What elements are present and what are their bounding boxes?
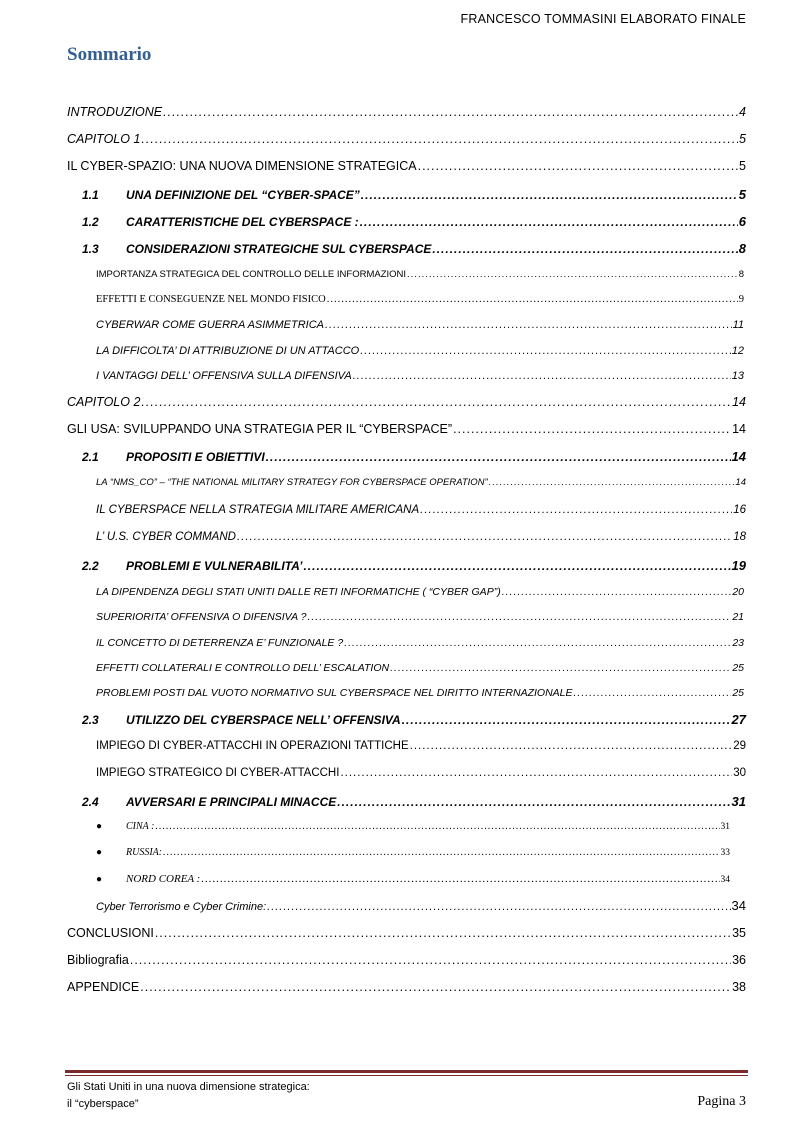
section-number: 2.2 (82, 559, 99, 573)
dot-leader (344, 637, 731, 649)
toc-entry-page: 6 (738, 214, 746, 229)
toc-entry-cina[interactable] (96, 821, 730, 832)
toc-entry-page: 38 (732, 980, 746, 994)
toc-entry-label: LA DIPENDENZA DEGLI STATI UNITI DALLE RETI INFORMATICHE ( “CYBER GAP”) (96, 586, 501, 598)
toc-entry-2-2[interactable] (82, 558, 746, 573)
dot-leader (140, 980, 731, 994)
footer-document-title (67, 1079, 310, 1113)
dot-leader (337, 795, 730, 809)
toc-entry-page: 16 (733, 504, 746, 516)
toc-entry-page: 27 (731, 712, 746, 727)
dot-leader (266, 450, 731, 464)
dot-leader (453, 422, 731, 436)
toc-entry-conclusioni[interactable] (67, 926, 746, 940)
toc-entry-page: 34 (731, 898, 746, 913)
dot-leader (360, 215, 738, 229)
toc-entry-page: 30 (733, 767, 746, 779)
toc-entry-label: CYBERWAR COME GUERRA ASIMMETRICA (96, 319, 324, 331)
toc-entry-1-1[interactable] (82, 187, 746, 202)
dot-leader (407, 269, 738, 280)
toc-entry-difficolta[interactable] (96, 345, 744, 357)
dot-leader (141, 395, 731, 409)
toc-entry-impiego-strategico[interactable] (96, 767, 746, 779)
dot-leader (402, 713, 731, 727)
dot-leader (155, 926, 731, 940)
section-number: 1.2 (82, 215, 99, 229)
toc-entry-label: CARATTERISTICHE DEL CYBERSPACE : (126, 215, 359, 229)
toc-entry-label: AVVERSARI E PRINCIPALI MINACCE (126, 795, 337, 809)
toc-entry-page: 14 (732, 395, 746, 409)
dot-leader (432, 242, 737, 256)
toc-entry-page: 25 (732, 662, 744, 674)
toc-entry-vuoto-normativo[interactable] (96, 687, 744, 699)
dot-leader (307, 611, 731, 623)
toc-entry-page: 14 (732, 422, 746, 436)
toc-entry-label: RUSSIA: (126, 847, 163, 858)
toc-entry-page: 34 (720, 875, 730, 885)
toc-entry-page: 8 (738, 241, 746, 256)
toc-entry-page: 12 (731, 345, 744, 357)
toc-entry-label: IMPORTANZA STRATEGICA DEL CONTROLLO DELLE INFORMAZIONI (96, 269, 407, 280)
dot-leader (502, 586, 732, 598)
toc-entry-deterrenza[interactable] (96, 637, 744, 649)
toc-entry-page: 23 (732, 637, 744, 649)
page-title: Sommario (67, 44, 152, 65)
dot-leader (130, 953, 731, 967)
section-number: 2.4 (82, 795, 99, 809)
toc-entry-label: IMPIEGO DI CYBER-ATTACCHI IN OPERAZIONI TATTICHE (96, 740, 409, 752)
toc-entry-page: 13 (731, 370, 744, 382)
dot-leader (360, 345, 731, 357)
dot-leader (361, 188, 738, 202)
toc-entry-label: GLI USA: SVILUPPANDO UNA STRATEGIA PER IL “CYBERSPACE” (67, 422, 453, 436)
toc-entry-1-2[interactable] (82, 214, 746, 229)
dot-leader (410, 740, 733, 752)
toc-entry-label: SUPERIORITA’ OFFENSIVA O DIFENSIVA ? (96, 611, 307, 623)
toc-entry-label: UNA DEFINIZIONE DEL “CYBER-SPACE” (126, 188, 360, 202)
footer-rule-thin (65, 1075, 748, 1076)
dot-leader (303, 559, 730, 573)
toc-entry-capitolo-2[interactable] (67, 395, 746, 409)
toc-entry-label: LA DIFFICOLTA’ DI ATTRIBUZIONE DI UN ATTACCO (96, 345, 360, 357)
toc-entry-introduzione[interactable] (67, 105, 746, 119)
toc-entry-label: I VANTAGGI DELL’ OFFENSIVA SULLA DIFENSIVA (96, 370, 352, 382)
dot-leader (340, 767, 732, 779)
toc-entry-page: 25 (732, 687, 744, 699)
toc-entry-appendice[interactable] (67, 980, 746, 994)
toc-entry-operazioni-tattiche[interactable] (96, 740, 746, 752)
toc-entry-label: CONCLUSIONI (67, 926, 154, 940)
toc-entry-cyberwar[interactable] (96, 319, 744, 331)
toc-entry-label: IMPIEGO STRATEGICO DI CYBER-ATTACCHI (96, 767, 340, 779)
toc-entry-gli-usa[interactable] (67, 422, 746, 436)
toc-entry-page: 21 (732, 611, 744, 623)
toc-entry-page: 31 (731, 794, 746, 809)
toc-entry-label: IL CONCETTO DI DETERRENZA E’ FUNZIONALE ? (96, 637, 344, 649)
dot-leader (163, 105, 738, 119)
toc-entry-page: 19 (731, 558, 746, 573)
toc-entry-page: 14 (735, 477, 746, 488)
toc-entry-capitolo-1[interactable] (67, 132, 746, 146)
dot-leader (418, 159, 738, 173)
toc-entry-page: 33 (720, 848, 730, 858)
dot-leader (201, 873, 719, 885)
toc-entry-label: UTILIZZO DEL CYBERSPACE NELL’ OFFENSIVA (126, 713, 401, 727)
section-number: 1.1 (82, 188, 99, 202)
dot-leader (267, 901, 730, 913)
dot-leader (390, 662, 731, 674)
toc-entry-page: 14 (731, 449, 746, 464)
toc-entry-label: PROPOSITI E OBIETTIVI (126, 450, 265, 464)
dot-leader (574, 687, 732, 699)
toc-entry-vantaggi[interactable] (96, 370, 744, 382)
toc-entry-label: INTRODUZIONE (67, 105, 163, 119)
toc-entry-label: PROBLEMI E VULNERABILITA’ (126, 559, 303, 573)
toc-entry-2-1[interactable] (82, 449, 746, 464)
toc-entry-cyber-terrorismo[interactable] (96, 898, 746, 913)
toc-entry-label: APPENDICE (67, 980, 140, 994)
toc-entry-importanza[interactable] (96, 269, 744, 280)
footer-rule (65, 1070, 748, 1073)
toc-entry-label: PROBLEMI POSTI DAL VUOTO NORMATIVO SUL CYBERSPACE NEL DIRITTO INTERNAZIONALE (96, 687, 573, 699)
dot-leader (327, 294, 738, 305)
toc-entry-page: 36 (732, 953, 746, 967)
bullet-icon: ● (96, 821, 103, 832)
dot-leader (141, 132, 738, 146)
toc-entry-label: CAPITOLO 1 (67, 132, 141, 146)
dot-leader (325, 319, 732, 331)
toc-entry-1-3[interactable] (82, 241, 746, 256)
toc-entry-superiorita[interactable] (96, 611, 744, 623)
running-header: FRANCESCO TOMMASINI ELABORATO FINALE (460, 12, 746, 26)
toc-entry-dipendenza[interactable] (96, 586, 744, 598)
section-number: 2.3 (82, 713, 99, 727)
toc-entry-page: 31 (720, 822, 730, 832)
toc-entry-escalation[interactable] (96, 662, 744, 674)
toc-entry-label: CAPITOLO 2 (67, 395, 141, 409)
footer-title-line-2: il “cyberspace” (67, 1098, 139, 1110)
toc-entry-page: 35 (732, 926, 746, 940)
toc-entry-label: LA “NMS_CO” – “THE NATIONAL MILITARY STRATEGY FOR CYBERSPACE OPERATION” (96, 477, 488, 488)
footer-page-number: Pagina 3 (697, 1094, 746, 1109)
toc-entry-bibliografia[interactable] (67, 953, 746, 967)
toc-entry-effetti[interactable] (96, 294, 744, 305)
toc-entry-label: CINA : (126, 821, 155, 832)
toc-entry-label: IL CYBER-SPAZIO: UNA NUOVA DIMENSIONE STRATEGICA (67, 159, 417, 173)
toc-entry-label: EFFETTI E CONSEGUENZE NEL MONDO FISICO (96, 294, 326, 305)
toc-entry-label: EFFETTI COLLATERALI E CONTROLLO DELL’ ESCALATION (96, 662, 390, 674)
bullet-icon: ● (96, 874, 103, 885)
bullet-icon: ● (96, 847, 103, 858)
toc-entry-nord-corea[interactable] (96, 873, 730, 885)
toc-entry-label: L’ U.S. CYBER COMMAND (96, 531, 236, 543)
dot-leader (163, 847, 719, 858)
toc-entry-2-3[interactable] (82, 712, 746, 727)
dot-leader (420, 504, 732, 516)
section-number: 2.1 (82, 450, 99, 464)
toc-entry-page: 11 (732, 319, 744, 331)
toc-entry-label: NORD COREA : (126, 873, 201, 885)
toc-entry-page: 5 (738, 187, 746, 202)
toc-entry-page: 5 (739, 132, 746, 146)
toc-entry-label: IL CYBERSPACE NELLA STRATEGIA MILITARE AMERICANA (96, 504, 420, 516)
toc-entry-russia[interactable] (96, 847, 730, 858)
toc-entry-page: 18 (733, 531, 746, 543)
section-number: 1.3 (82, 242, 99, 256)
toc-entry-nms-co[interactable] (96, 477, 746, 488)
dot-leader (353, 370, 731, 382)
dot-leader (489, 477, 735, 488)
toc-entry-page: 5 (739, 159, 746, 173)
toc-entry-page: 29 (733, 740, 746, 752)
toc-entry-label: Bibliografia (67, 953, 129, 967)
toc-entry-cyber-spazio[interactable] (67, 159, 746, 173)
toc-entry-page: 8 (738, 269, 744, 280)
dot-leader (155, 821, 719, 832)
toc-entry-page: 9 (738, 294, 744, 305)
footer-title-line-1: Gli Stati Uniti in una nuova dimensione strategica: (67, 1081, 310, 1093)
toc-entry-label: Cyber Terrorismo e Cyber Crimine: (96, 901, 267, 913)
dot-leader (237, 531, 732, 543)
toc-entry-strategia-militare[interactable] (96, 504, 746, 516)
toc-entry-cyber-command[interactable] (96, 531, 746, 543)
toc-entry-page: 20 (732, 586, 744, 598)
toc-entry-label: CONSIDERAZIONI STRATEGICHE SUL CYBERSPACE (126, 242, 432, 256)
toc-entry-2-4[interactable] (82, 794, 746, 809)
toc-entry-page: 4 (739, 105, 746, 119)
